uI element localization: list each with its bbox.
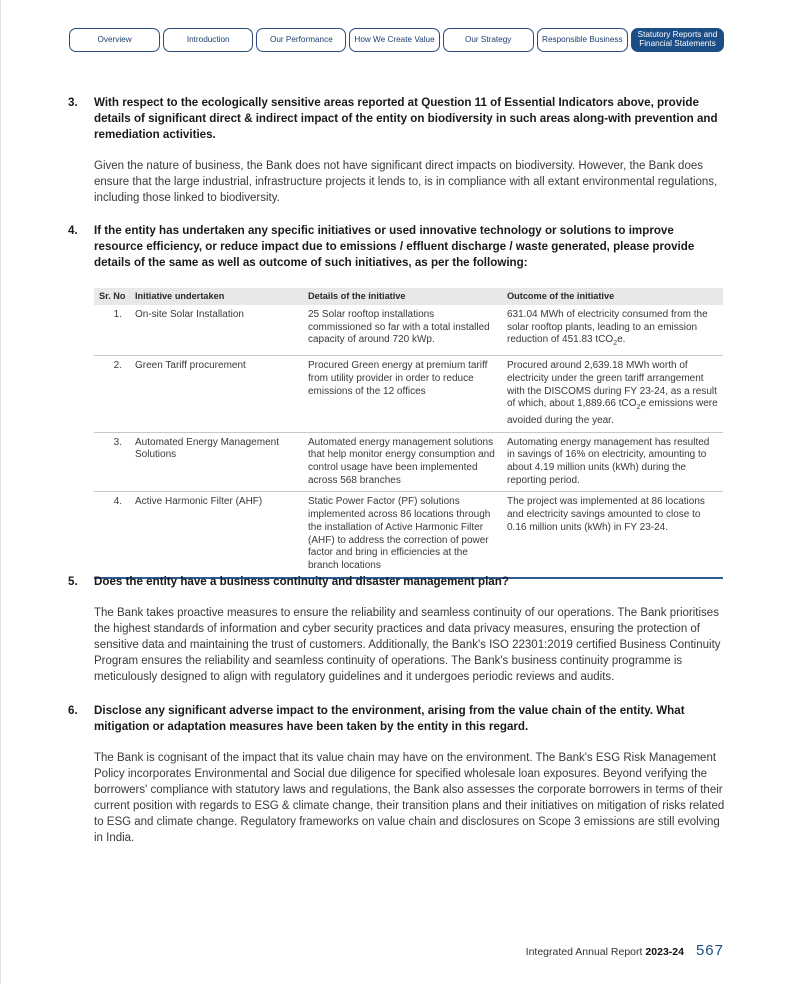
page-number: 567 bbox=[695, 942, 724, 959]
table-row bbox=[94, 432, 723, 492]
footer-year: 2023-24 bbox=[645, 946, 684, 958]
tab-statutory-line2: Financial Statements bbox=[639, 39, 716, 48]
tab-how-we-create-value[interactable]: How We Create Value bbox=[349, 28, 439, 52]
cell-details: 25 Solar rooftop installations commissioned so far with a total installed capacity of around 720 kWp. bbox=[303, 305, 502, 356]
tab-statutory-line1: Statutory Reports and bbox=[637, 30, 718, 40]
cell-initiative: Green Tariff procurement bbox=[130, 356, 303, 433]
table-row bbox=[94, 305, 723, 356]
section-nav bbox=[69, 28, 724, 52]
cell-initiative: Automated Energy Management Solutions bbox=[130, 432, 303, 492]
subscript-2: 2 bbox=[636, 404, 641, 412]
cell-outcome: Automating energy management has resulted in savings of 16% on electricity, amounting to about 4.19 million units (kWh) during the reporting period. bbox=[502, 432, 723, 492]
cell-sr: 3. bbox=[94, 432, 130, 492]
question-5-answer: The Bank takes proactive measures to ensure the reliability and seamless continuity of our operations. The Bank prioritises the highest standards of information and cyber security practices and data privacy measures, ensuring the protection of sensitive data and maintaining the trust of customers. Additionally, the Bank's ISO 22301:2019 certified Business Continuity Program ensures the reliability and seamless continuity of operations. The Bank's business continuity programme is meticulously designed to align with regulatory guidelines and it undergoes periodic reviews and audits. bbox=[94, 607, 721, 683]
cell-sr: 4. bbox=[94, 492, 130, 578]
outcome-text: 631.04 MWh of electricity consumed from the solar rooftop plants, leading to an emission reduction of 451.83 tCO bbox=[507, 309, 708, 346]
question-5 bbox=[68, 574, 725, 685]
tab-statutory-reports[interactable] bbox=[631, 28, 724, 52]
question-6-answer: The Bank is cognisant of the impact that its value chain may have on the environment. The Bank's ESG Risk Management Policy incorporates Environmental and Social due diligence for specified wholesale loan exposures. Beyond verifying the borrowers' compliance with statutory laws and regulations, the Bank also assesses the corporate borrowers in terms of their current position with regards to ESG & climate change, their transition plans and their initiatives on mitigation of risks related to ESG and climate change. Regulatory frameworks on value chain and disclosures on Scope 3 emissions are still evolving in India. bbox=[94, 752, 725, 844]
question-6-number: 6. bbox=[68, 704, 78, 717]
question-4-number: 4. bbox=[68, 224, 78, 237]
table-row bbox=[94, 492, 723, 578]
cell-details: Automated energy management solutions that help monitor energy consumption and control usage have been implemented across 568 branches bbox=[303, 432, 502, 492]
header-initiative: Initiative undertaken bbox=[130, 288, 303, 305]
cell-details: Static Power Factor (PF) solutions implemented across 86 locations through the installation of Active Harmonic Filter (AHF) to address the correction of power factor and bring in efficiencies at the branch locations bbox=[303, 492, 502, 578]
cell-outcome bbox=[502, 305, 723, 356]
question-3-answer: Given the nature of business, the Bank does not have significant direct impacts on biodiversity. However, the Bank does ensure that the large industrial, infrastructure projects it lends to, is in compliance with all extant environmental regulations, including those linked to biodiversity. bbox=[94, 160, 718, 204]
header-sr-no: Sr. No bbox=[94, 288, 130, 305]
tab-our-performance[interactable]: Our Performance bbox=[256, 28, 346, 52]
cell-sr: 2. bbox=[94, 356, 130, 433]
header-details: Details of the initiative bbox=[303, 288, 502, 305]
question-6-text: Disclose any significant adverse impact to the environment, arising from the value chain of the entity. What mitigation or adaptation measures have been taken by the entity in this regard. bbox=[94, 704, 685, 733]
outcome-text-end: e. bbox=[617, 334, 626, 346]
tab-introduction[interactable]: Introduction bbox=[163, 28, 253, 52]
subscript-2: 2 bbox=[613, 340, 618, 348]
header-outcome: Outcome of the initiative bbox=[502, 288, 723, 305]
tab-responsible-business[interactable]: Responsible Business bbox=[537, 28, 628, 52]
table-header-row bbox=[94, 288, 723, 305]
question-6 bbox=[68, 703, 725, 846]
page-edge-rule bbox=[0, 0, 1, 984]
cell-initiative: On-site Solar Installation bbox=[130, 305, 303, 356]
outcome-text-end: e emissions were avoided during the year. bbox=[507, 398, 718, 426]
footer-report-label: Integrated Annual Report bbox=[525, 946, 643, 958]
cell-initiative: Active Harmonic Filter (AHF) bbox=[130, 492, 303, 578]
tab-our-strategy[interactable]: Our Strategy bbox=[443, 28, 534, 52]
initiatives-table bbox=[94, 288, 723, 579]
question-5-text: Does the entity have a business continuity and disaster management plan? bbox=[94, 575, 509, 588]
question-5-number: 5. bbox=[68, 575, 78, 588]
cell-details: Procured Green energy at premium tariff from utility provider in order to reduce emissions of the 12 offices bbox=[303, 356, 502, 433]
cell-outcome bbox=[502, 356, 723, 433]
cell-outcome: The project was implemented at 86 locations and electricity savings amounted to close to 0.16 million units (kWh) in FY 23-24. bbox=[502, 492, 723, 578]
page-footer bbox=[526, 942, 724, 959]
question-4-text: If the entity has undertaken any specific initiatives or used innovative technology or solutions to improve resource efficiency, or reduce impact due to emissions / effluent discharge / waste generated, please provide details of the same as well as outcome of such initiatives, as per the following: bbox=[94, 224, 695, 269]
table-row bbox=[94, 356, 723, 433]
outcome-text: Procured around 2,639.18 MWh worth of electricity under the green tariff arrangement with the DISCOMS during FY 23-24, as a result of which, about 1,889.66 tCO bbox=[507, 360, 717, 410]
question-3 bbox=[68, 95, 725, 206]
question-4 bbox=[68, 223, 725, 271]
question-3-number: 3. bbox=[68, 96, 78, 109]
cell-sr: 1. bbox=[94, 305, 130, 356]
question-3-text: With respect to the ecologically sensitive areas reported at Question 11 of Essential Indicators above, provide details of significant direct & indirect impact of the entity on biodiversity in such areas along-with prevention and remediation activities. bbox=[94, 96, 718, 141]
tab-overview[interactable]: Overview bbox=[69, 28, 160, 52]
